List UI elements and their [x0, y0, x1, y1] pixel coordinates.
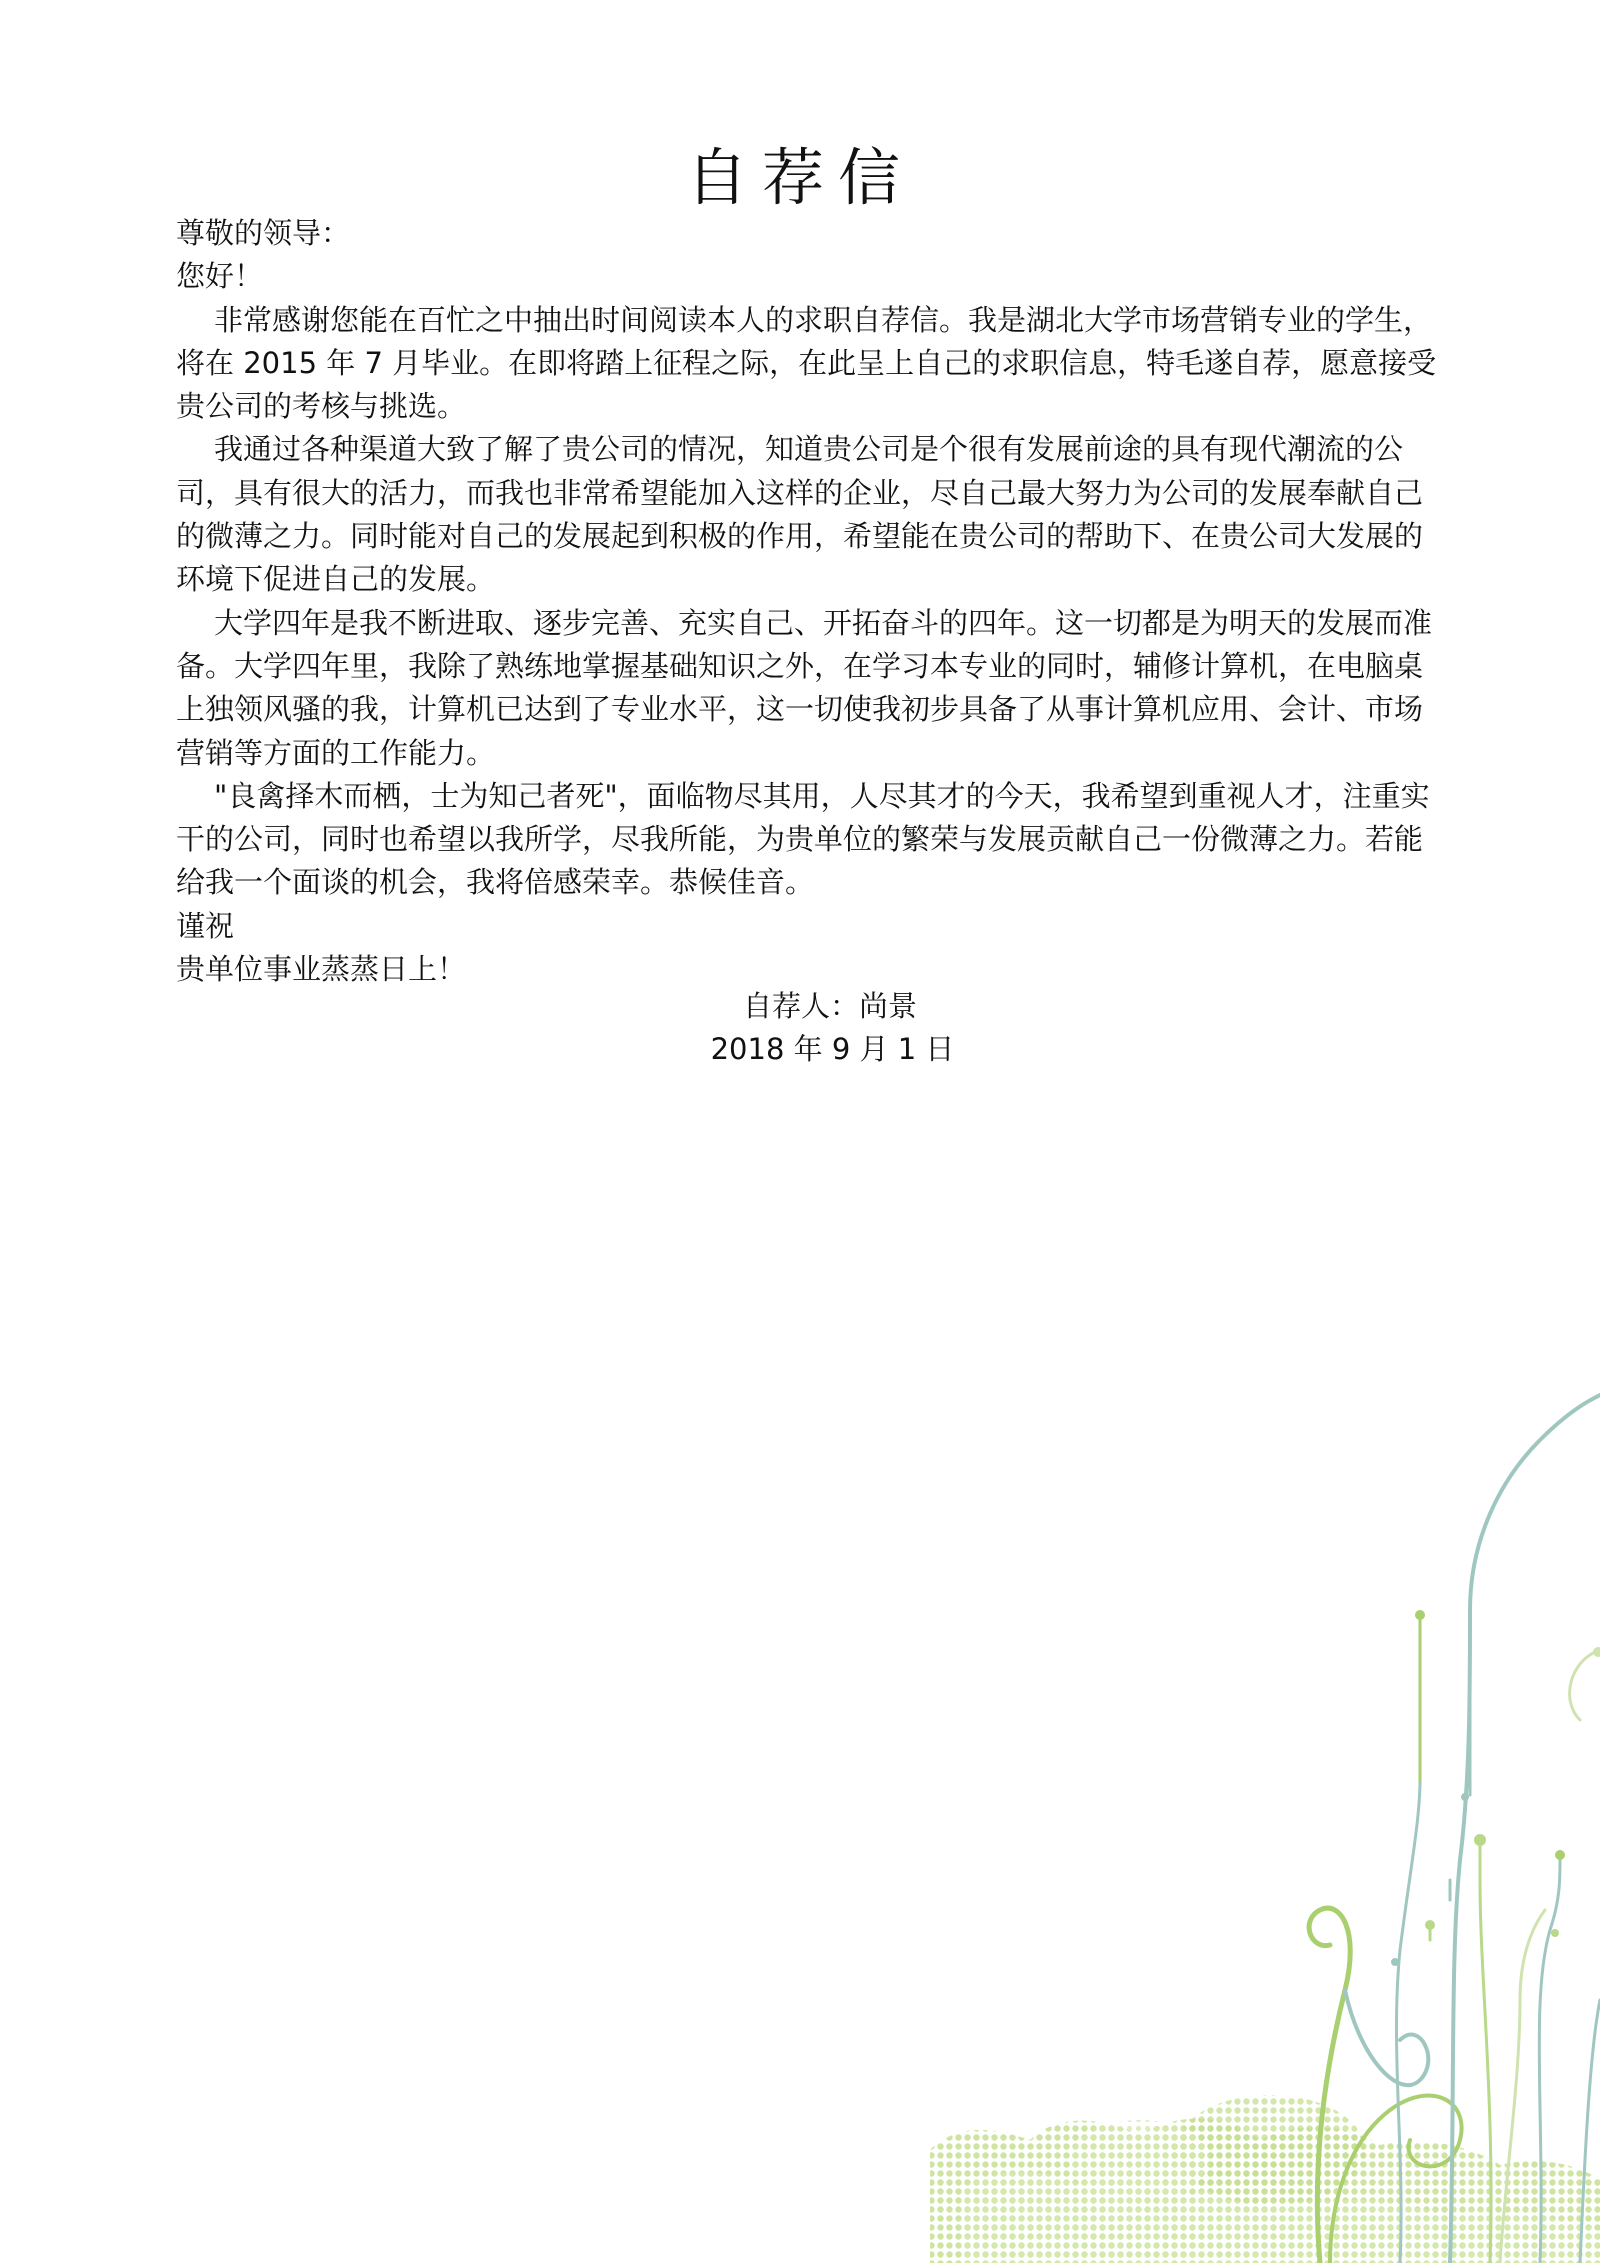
paragraph-4: "良禽择木而栖，士为知己者死"，面临物尽其用，人尽其才的今天，我希望到重视人才，注重实干的公司，同时也希望以我所学，尽我所能，为贵单位的繁荣与发展贡献自己一份微薄之力。若能给我一个面谈的机会，我将倍感荣幸。恭候佳音。 — [176, 778, 1430, 900]
letter-title: 自荐信 — [685, 141, 914, 214]
signature-block — [0, 985, 1600, 1071]
greeting: 您好！ — [176, 259, 264, 294]
salutation: 尊敬的领导： — [176, 216, 351, 250]
paragraph-3: 大学四年是我不断进取、逐步完善、充实自己、开拓奋斗的四年。这一切都是为明天的发展而准备。大学四年里，我除了熟练地掌握基础知识之外，在学习本专业的同时，辅修计算机，在电脑桌上独领风骚的我，计算机已达到了专业水平，这一切使我初步具备了从事计算机应用、会计、市场营销等方面的工作能力。 — [176, 605, 1433, 770]
closing-line-2: 贵单位事业蒸蒸日上！ — [176, 952, 467, 987]
closing-line-1: 谨祝 — [176, 908, 235, 943]
letter-body — [176, 212, 1446, 991]
signature: 自荐人：尚景 — [742, 989, 917, 1023]
letter-date: 2018 年 9 月 1 日 — [710, 1032, 955, 1066]
paragraph-1: 非常感谢您能在百忙之中抽出时间阅读本人的求职自荐信。我是湖北大学市场营销专业的学生，将在 2015 年 7 月毕业。在即将踏上征程之际，在此呈上自己的求职信息，特毛遂自荐，愿意接受贵公司的考核与挑选。 — [176, 302, 1437, 424]
paragraph-2: 我通过各种渠道大致了解了贵公司的情况，知道贵公司是个很有发展前途的具有现代潮流的公司，具有很大的活力，而我也非常希望能加入这样的企业，尽自己最大努力为公司的发展奉献自己的微薄之力。同时能对自己的发展起到积极的作用，希望能在贵公司的帮助下、在贵公司大发展的环境下促进自己的发展。 — [176, 432, 1424, 597]
